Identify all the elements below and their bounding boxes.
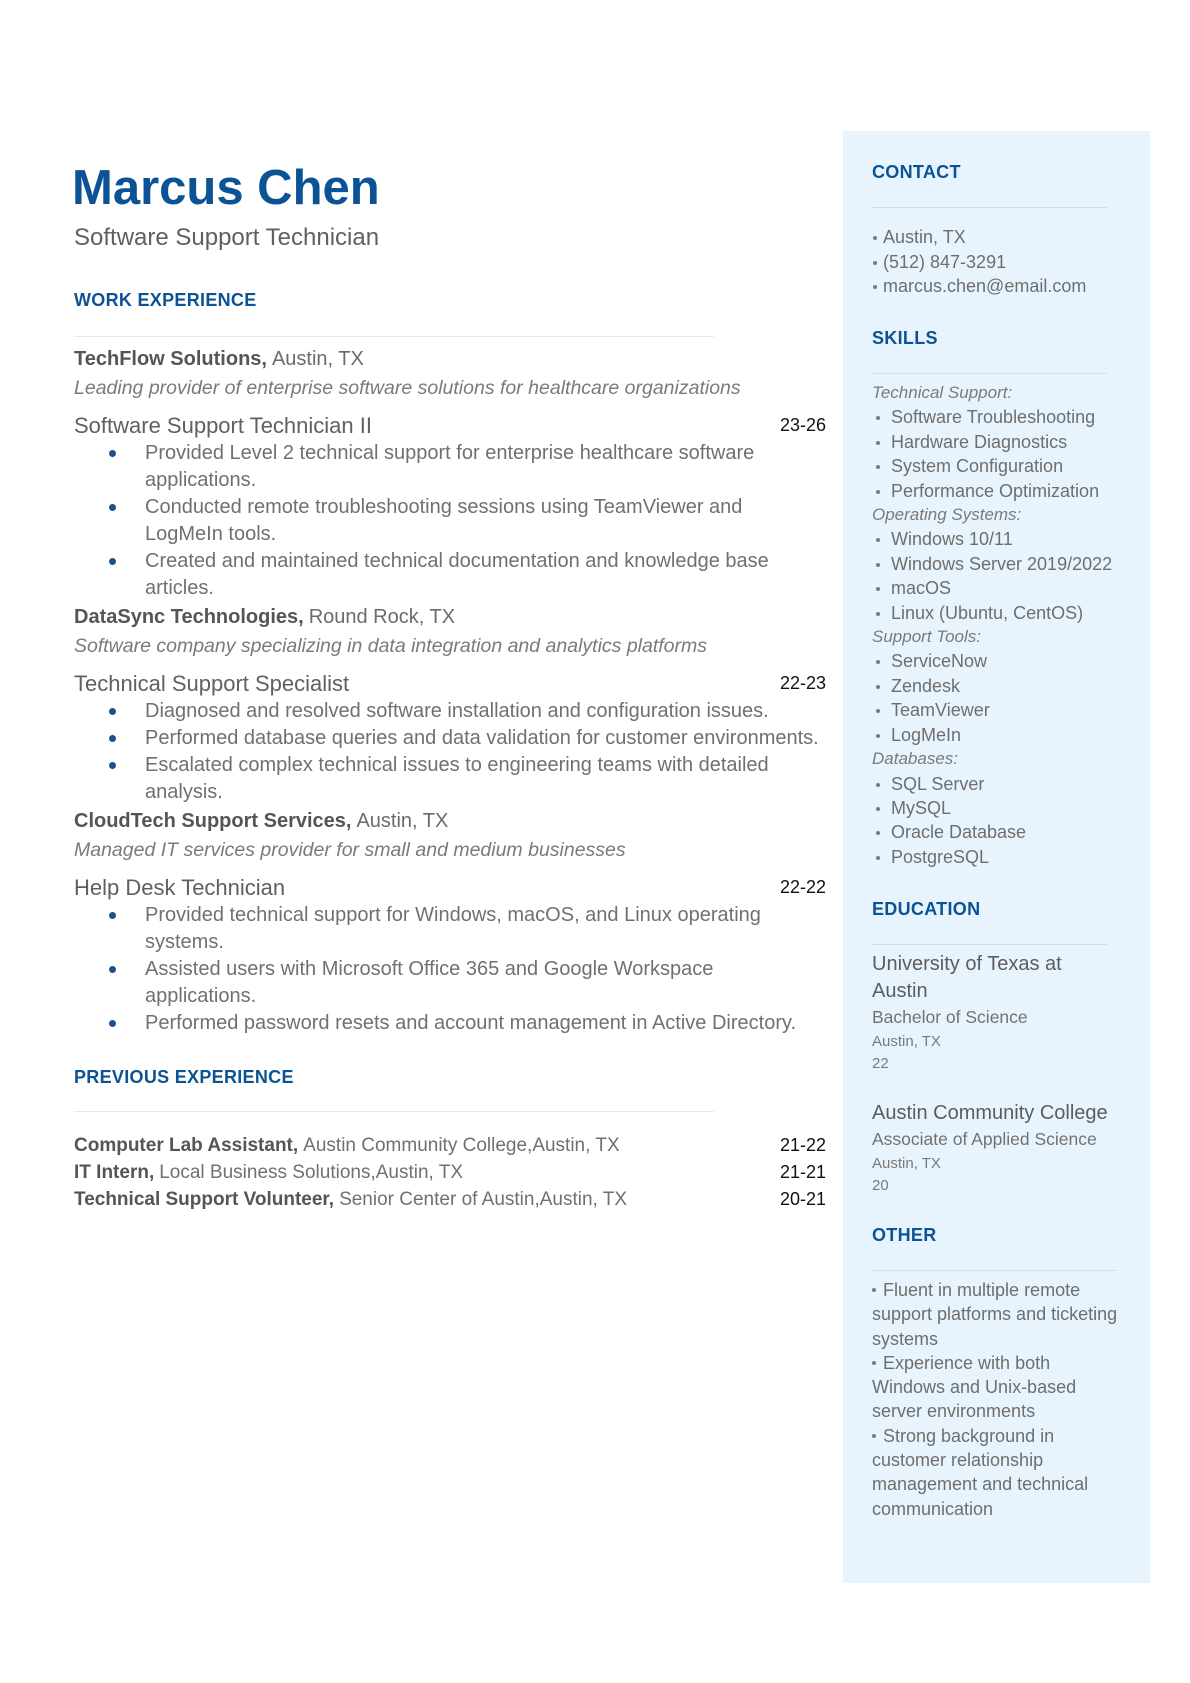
contact-list <box>872 225 1107 299</box>
bullet-icon <box>872 1288 876 1292</box>
job-title: Technical Support Specialist <box>74 671 350 696</box>
previous-experience-text <box>74 1186 627 1213</box>
skill-item <box>872 430 1112 454</box>
skill-text: Windows 10/11 <box>891 529 1013 550</box>
bullet-icon <box>876 783 880 787</box>
candidate-title: Software Support Technician <box>74 224 380 251</box>
bullet-icon <box>876 538 880 542</box>
bullet-icon <box>109 450 116 457</box>
education-entry <box>872 1100 1114 1196</box>
education-section <box>872 897 1114 1196</box>
previous-experience-text <box>74 1132 620 1159</box>
bullet-icon <box>876 612 880 616</box>
previous-experience-row <box>74 1159 826 1186</box>
school-location: Austin, TX <box>872 1032 941 1050</box>
job-bullet <box>74 725 824 752</box>
job-bullet <box>74 902 824 956</box>
bullet-icon <box>109 966 116 973</box>
skill-item <box>872 576 1112 600</box>
skill-item <box>872 601 1112 625</box>
bullet-icon <box>873 285 877 289</box>
skill-text: Software Troubleshooting <box>891 407 1096 428</box>
job-title-row <box>74 873 826 902</box>
bullet-icon <box>876 660 880 664</box>
bullet-text: Provided Level 2 technical support for enterprise healthcare software applications. <box>145 442 755 491</box>
skill-text: LogMeIn <box>891 724 962 745</box>
skill-category: Operating Systems: <box>872 505 1022 525</box>
section-divider <box>872 373 1107 374</box>
skill-group <box>872 772 1112 870</box>
company-location: Austin, TX <box>271 348 364 370</box>
job-dates: 22-22 <box>779 877 826 897</box>
bullet-icon <box>109 708 116 715</box>
bullet-icon <box>876 490 880 494</box>
work-experience-heading: WORK EXPERIENCE <box>74 290 257 310</box>
job-bullet <box>74 1010 824 1037</box>
skill-text: System Configuration <box>891 456 1064 477</box>
contact-section <box>872 160 1107 299</box>
job-entry <box>74 345 826 602</box>
job-title-row <box>74 669 826 698</box>
skill-item <box>872 820 1112 844</box>
bullet-text: Assisted users with Microsoft Office 365 and Google Workspace applications. <box>145 958 714 1007</box>
candidate-name: Marcus Chen <box>72 161 380 215</box>
previous-experience-row <box>74 1186 826 1213</box>
bullet-icon <box>876 856 880 860</box>
bullet-icon <box>109 912 116 919</box>
bullet-text: Diagnosed and resolved software installation and configuration issues. <box>145 700 769 722</box>
previous-details: Austin Community College,Austin, TX <box>303 1135 620 1156</box>
other-text: Fluent in multiple remote support platforms and ticketing systems <box>872 1280 1118 1349</box>
previous-experience-text <box>74 1159 463 1186</box>
skills-section <box>872 326 1112 869</box>
job-entry <box>74 807 826 1037</box>
education-entry <box>872 951 1114 1074</box>
company-line <box>74 345 826 374</box>
company-location: Austin, TX <box>356 810 449 832</box>
skill-item <box>872 649 1112 673</box>
skill-item <box>872 698 1112 722</box>
other-text: Experience with both Windows and Unix-based server environments <box>872 1352 1077 1422</box>
bullet-icon <box>873 261 877 265</box>
skill-group <box>872 649 1112 747</box>
previous-dates: 21-21 <box>779 1162 826 1182</box>
contact-heading: CONTACT <box>872 162 961 182</box>
job-dates: 23-26 <box>779 415 826 435</box>
company-location: Round Rock, TX <box>308 606 456 628</box>
graduation-year: 20 <box>872 1176 889 1194</box>
other-list <box>872 1278 1122 1521</box>
previous-role: IT Intern, <box>74 1162 155 1183</box>
skill-item <box>872 772 1112 796</box>
job-bullet <box>74 698 824 725</box>
job-bullet <box>74 752 824 806</box>
previous-experience-row <box>74 1132 826 1159</box>
other-text: Strong background in customer relationship management and technical communication <box>872 1425 1089 1519</box>
skill-item <box>872 454 1112 478</box>
skill-text: Zendesk <box>891 675 961 696</box>
previous-details: Senior Center of Austin,Austin, TX <box>339 1189 628 1210</box>
education-list <box>872 951 1114 1196</box>
company-name: TechFlow Solutions, <box>74 348 267 370</box>
skill-category: Technical Support: <box>872 383 1013 402</box>
bullet-icon <box>876 685 880 689</box>
skill-text: Windows Server 2019/2022 <box>891 553 1113 574</box>
section-divider <box>872 944 1107 945</box>
job-bullets <box>74 902 826 1037</box>
bullet-icon <box>876 831 880 835</box>
skill-category: Support Tools: <box>872 627 981 647</box>
bullet-icon <box>876 563 880 567</box>
bullet-text: Created and maintained technical documentation and knowledge base articles. <box>145 550 769 599</box>
section-divider <box>872 1270 1116 1271</box>
job-bullet <box>74 956 824 1010</box>
contact-location-text: Austin, TX <box>883 227 966 247</box>
degree: Bachelor of Science <box>872 1006 1028 1027</box>
skill-category: Databases: <box>872 749 958 769</box>
other-item <box>872 1278 1122 1351</box>
contact-location <box>872 225 1107 250</box>
company-line <box>74 603 826 632</box>
bullet-icon <box>109 762 116 769</box>
job-bullets <box>74 698 826 806</box>
skill-item <box>872 674 1112 698</box>
previous-role: Technical Support Volunteer, <box>74 1189 335 1210</box>
skill-item <box>872 796 1112 820</box>
section-divider <box>872 207 1107 208</box>
skill-text: Hardware Diagnostics <box>891 431 1068 452</box>
other-heading: OTHER <box>872 1225 937 1245</box>
degree: Associate of Applied Science <box>872 1128 1097 1149</box>
previous-details: Local Business Solutions,Austin, TX <box>159 1162 464 1183</box>
job-title: Software Support Technician II <box>74 413 372 438</box>
graduation-year: 22 <box>872 1054 889 1072</box>
skill-text: Oracle Database <box>891 822 1027 843</box>
skill-text: macOS <box>891 578 952 599</box>
bullet-text: Provided technical support for Windows, macOS, and Linux operating systems. <box>145 904 761 953</box>
job-entry <box>74 603 826 806</box>
company-line <box>74 807 826 836</box>
skill-item <box>872 845 1112 869</box>
education-heading: EDUCATION <box>872 899 981 919</box>
bullet-text: Performed database queries and data validation for customer environments. <box>145 727 819 749</box>
section-divider <box>74 336 714 337</box>
skill-text: Performance Optimization <box>891 480 1100 501</box>
skill-text: ServiceNow <box>891 651 988 672</box>
bullet-text: Conducted remote troubleshooting sessions using TeamViewer and LogMeIn tools. <box>145 496 743 545</box>
skill-text: TeamViewer <box>891 700 990 721</box>
job-bullet <box>74 494 824 548</box>
bullet-text: Performed password resets and account management in Active Directory. <box>145 1012 797 1034</box>
skill-item <box>872 723 1112 747</box>
bullet-icon <box>876 465 880 469</box>
company-description: Leading provider of enterprise software solutions for healthcare organizations <box>74 377 741 399</box>
skill-item <box>872 527 1112 551</box>
bullet-icon <box>876 441 880 445</box>
skill-text: SQL Server <box>891 773 985 794</box>
previous-dates: 21-22 <box>779 1135 826 1155</box>
skill-group <box>872 527 1112 625</box>
other-item <box>872 1351 1122 1424</box>
company-description: Managed IT services provider for small and medium businesses <box>74 839 626 861</box>
other-item <box>872 1424 1122 1521</box>
job-bullet <box>74 440 824 494</box>
skill-item <box>872 405 1112 429</box>
contact-email-text[interactable]: marcus.chen@email.com <box>883 276 1087 296</box>
section-divider <box>74 1111 714 1112</box>
skill-item <box>872 479 1112 503</box>
skills-list <box>872 381 1112 869</box>
skill-text: PostgreSQL <box>891 846 990 867</box>
skills-heading: SKILLS <box>872 328 938 348</box>
previous-role: Computer Lab Assistant, <box>74 1135 299 1156</box>
bullet-text: Escalated complex technical issues to engineering teams with detailed analysis. <box>145 754 769 803</box>
job-bullets <box>74 440 826 602</box>
job-bullet <box>74 548 824 602</box>
bullet-icon <box>109 504 116 511</box>
bullet-icon <box>872 1434 876 1438</box>
company-description: Software company specializing in data integration and analytics platforms <box>74 635 708 657</box>
school-location: Austin, TX <box>872 1154 941 1172</box>
work-experience-list <box>74 345 826 1037</box>
other-section <box>872 1223 1122 1521</box>
skill-text: Linux (Ubuntu, CentOS) <box>891 602 1084 623</box>
job-title: Help Desk Technician <box>74 875 286 900</box>
skill-text: MySQL <box>891 797 952 818</box>
contact-email <box>872 274 1107 299</box>
sidebar <box>843 131 1150 1583</box>
company-name: CloudTech Support Services, <box>74 810 352 832</box>
bullet-icon <box>876 416 880 420</box>
bullet-icon <box>109 558 116 565</box>
job-title-row <box>74 411 826 440</box>
school-name: Austin Community College <box>872 1101 1108 1124</box>
school-name: University of Texas at Austin <box>872 952 1062 1002</box>
bullet-icon <box>876 709 880 713</box>
previous-experience-heading: PREVIOUS EXPERIENCE <box>74 1067 294 1087</box>
skill-group <box>872 405 1112 503</box>
company-name: DataSync Technologies, <box>74 606 304 628</box>
previous-dates: 20-21 <box>779 1189 826 1209</box>
bullet-icon <box>873 236 877 240</box>
bullet-icon <box>876 734 880 738</box>
bullet-icon <box>876 807 880 811</box>
contact-phone-text[interactable]: (512) 847-3291 <box>883 251 1007 272</box>
bullet-icon <box>109 1020 116 1027</box>
contact-phone <box>872 250 1107 275</box>
job-dates: 22-23 <box>779 673 826 693</box>
previous-experience-list <box>74 1132 826 1213</box>
bullet-icon <box>872 1361 876 1365</box>
skill-item <box>872 552 1112 576</box>
bullet-icon <box>109 735 116 742</box>
bullet-icon <box>876 587 880 591</box>
